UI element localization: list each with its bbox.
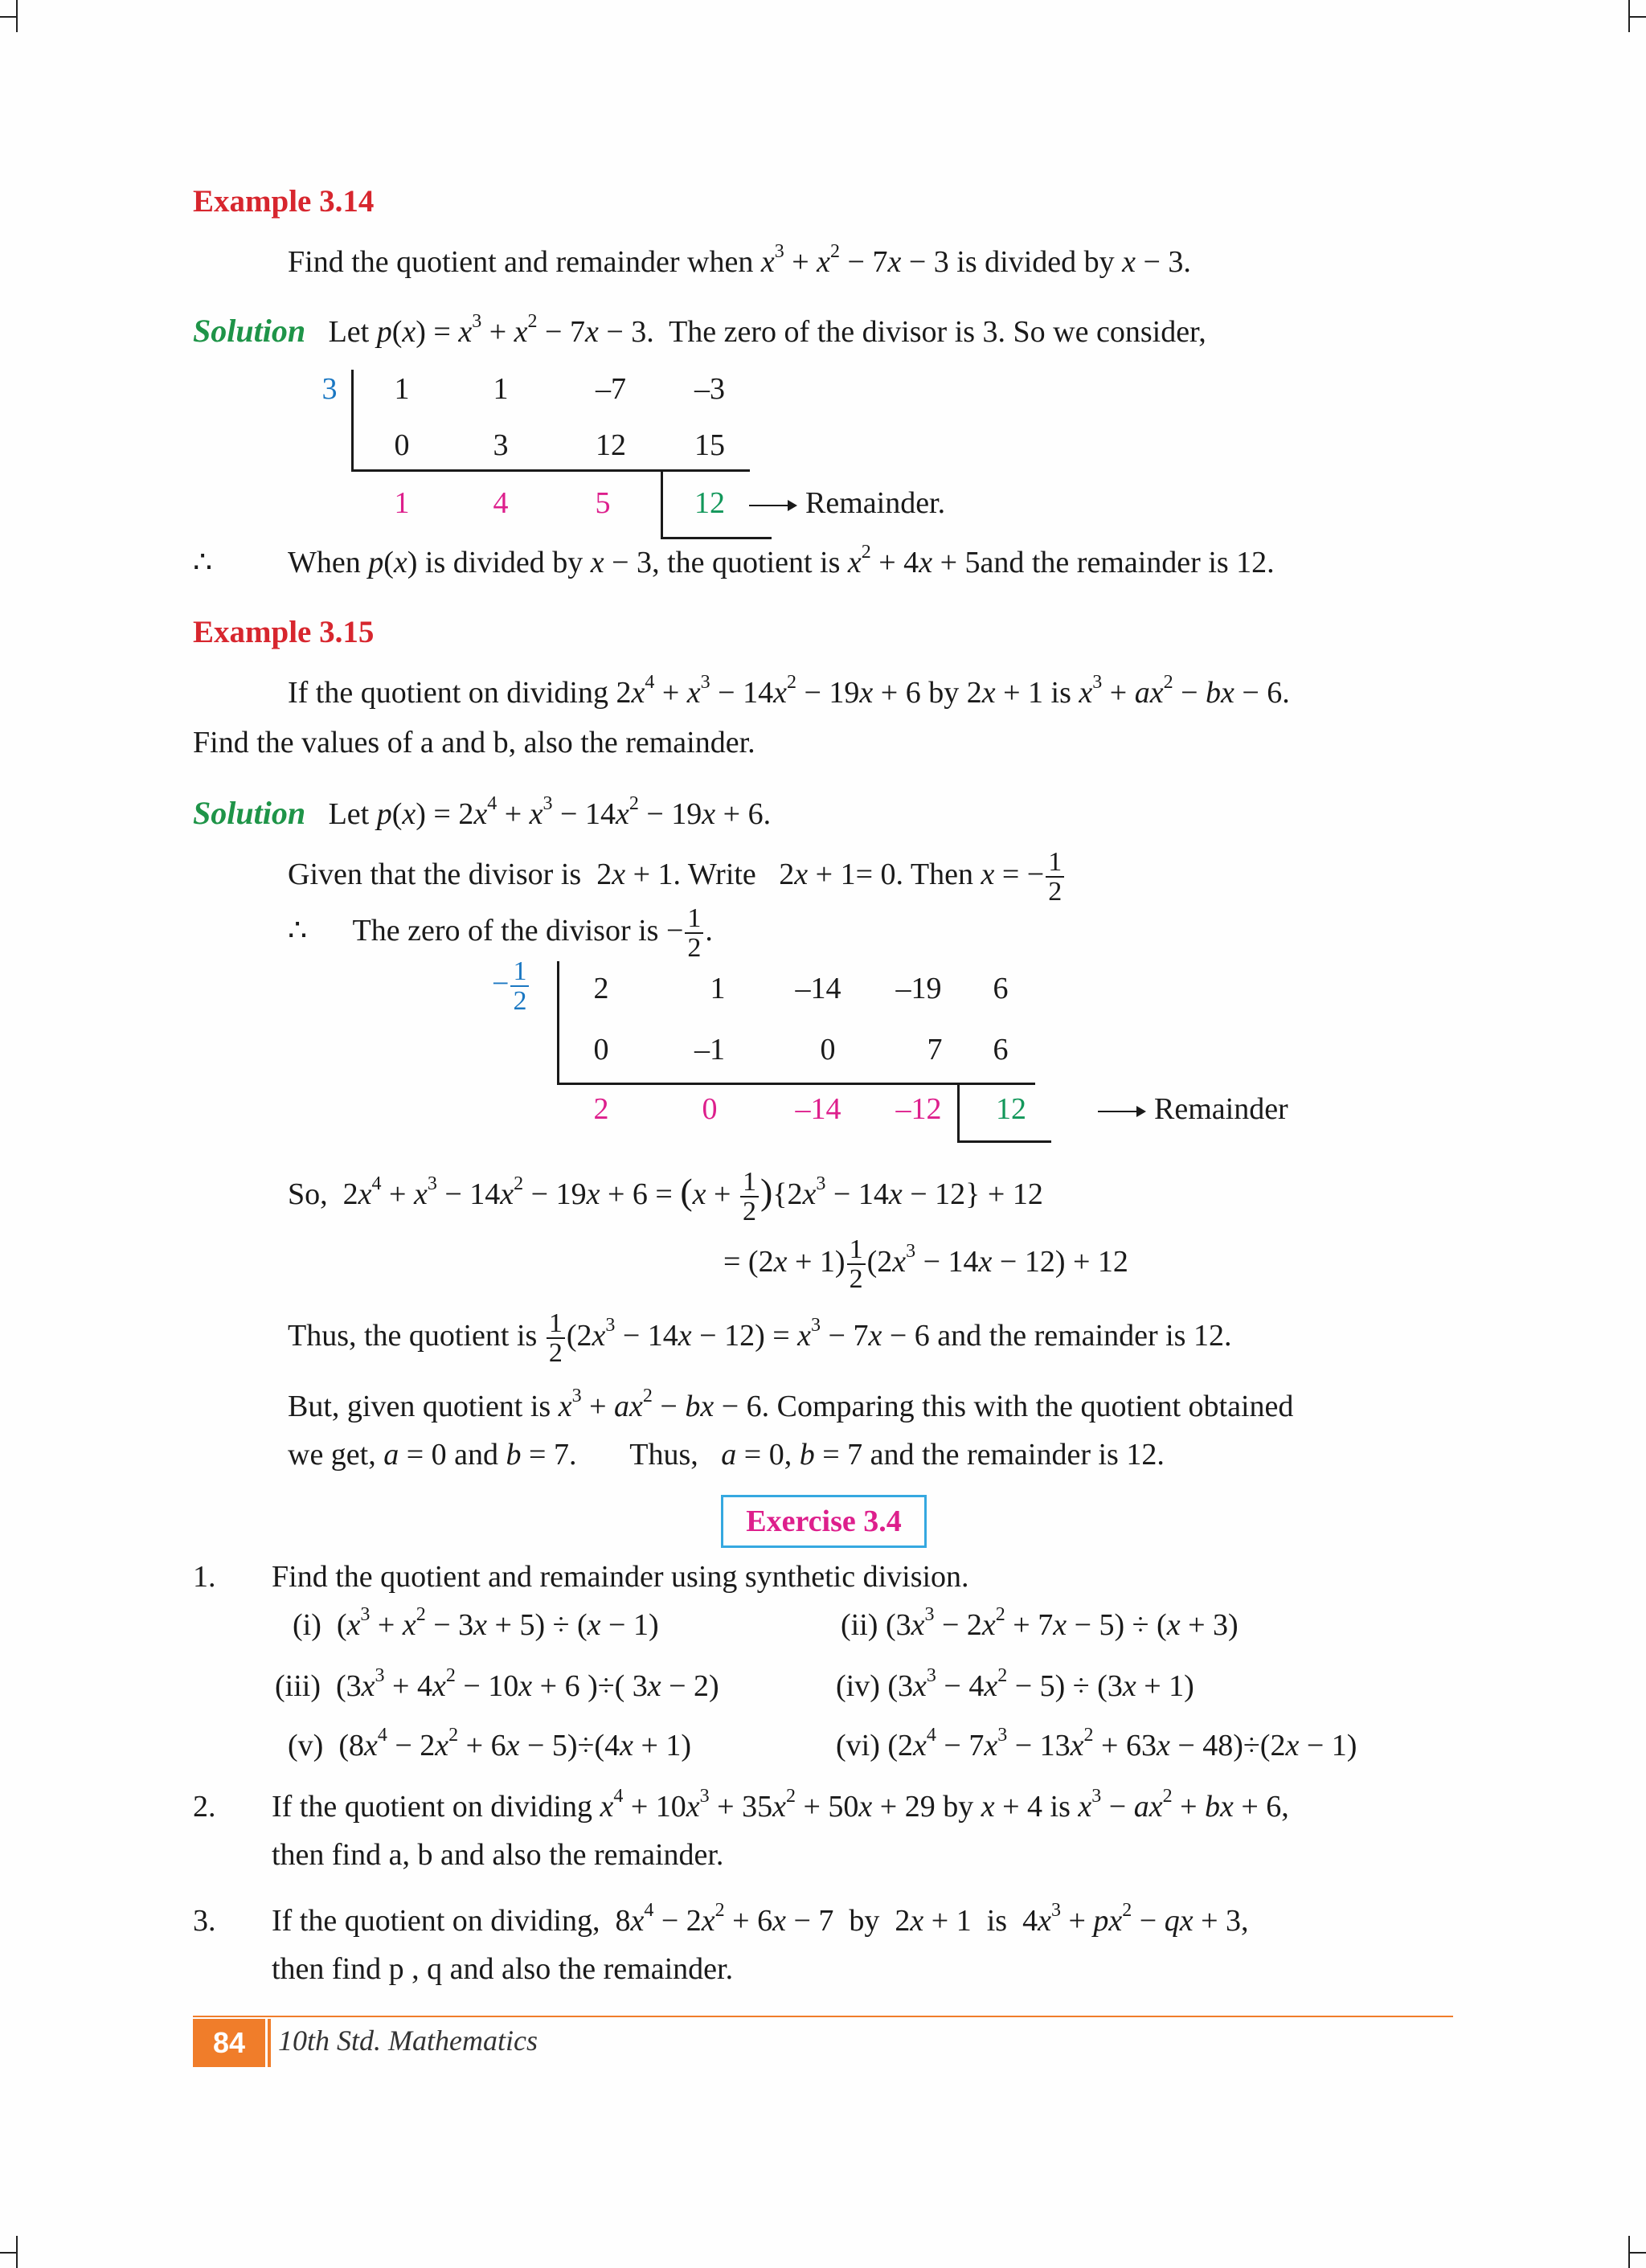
text: Thus, the quotient is (288, 1319, 538, 1353)
text: Remainder. (805, 486, 946, 520)
row1-cell: 1 (394, 372, 410, 406)
text: is (1050, 1790, 1071, 1824)
text: Exercise 3.4 (746, 1504, 902, 1538)
quotient-cell: 5 (595, 486, 611, 520)
q3-line1: If the quotient on dividing, $8x^4 - 2x^2 + 6x - 7$ by 2x + 1 is $4x^3 + px^2$ − qx + 3, (272, 1900, 1249, 1938)
q1-part-iii: (iii) ($3x^3 + 4x^2 - 10x + 6$ )÷( 3x − 2) (275, 1665, 719, 1703)
example-3-14-solution-line: Solution Let $p(x) = x^3 + x^2 - 7x - 3$. The zero of the divisor is 3. So we consider, (193, 311, 1206, 349)
example-3-15-heading: Example 3.15 (193, 615, 375, 649)
quotient-cell: –14 (795, 1092, 841, 1126)
text: and the remainder is 12. (870, 1438, 1165, 1472)
row1-cell: –14 (795, 972, 841, 1005)
remainder-cell: 12 (996, 1092, 1026, 1126)
row2-cell: –1 (694, 1033, 725, 1066)
text: . Then (895, 858, 973, 892)
text: But, given quotient is (288, 1390, 551, 1423)
text: If the quotient on dividing (272, 1790, 592, 1824)
quotient-cell: 2 (593, 1092, 609, 1126)
q3-line2: then find p , q and also the remainder. (272, 1952, 734, 1986)
crop-mark-top-left (0, 0, 18, 32)
text: by (928, 676, 960, 710)
example-3-14-problem: Find the quotient and remainder when $x^3 + x^2 - 7x - 3$ is divided by x − 3. (288, 241, 1191, 279)
remainder-box-bottom (661, 537, 772, 539)
remainder-box-left (661, 469, 663, 538)
quotient-cell: 4 (493, 486, 509, 520)
q1-text: Find the quotient and remainder using synthetic division. (272, 1560, 969, 1594)
remainder-cell: 12 (694, 486, 725, 520)
text: and (454, 1438, 499, 1472)
row2-cell: 12 (596, 428, 626, 462)
but-given-line2: we get, a = 0 and b = 7. Thus, a = 0, b = 7 and the remainder is 12. (288, 1438, 1165, 1472)
text: Thus, (629, 1438, 698, 1472)
row2-cell: 7 (927, 1033, 943, 1066)
so-equation-line2: = (2x + 1) $\frac{1}{2}$ $(2x^3 - 14x - 12) + 12$ (723, 1234, 1128, 1294)
row2-cell: 0 (820, 1033, 836, 1066)
example-3-15-solution-line: Solution Let $p(x) = 2x^4 + x^3 - 14x^2 - 19x + 6$. (193, 793, 772, 831)
division-bar (557, 961, 559, 1085)
row1-cell: 6 (993, 972, 1009, 1005)
text: we get, (288, 1438, 376, 1472)
row2-cell: 0 (394, 428, 410, 462)
part-label: (vi) (836, 1729, 880, 1762)
so-equation-line1: So, $2x^4 + x^3 - 14x^2 - 19x + 6 = (x$ + $\frac{1}{2}$ )$\{2x^3 - 14x - 12\} + 12$ (288, 1167, 1043, 1226)
page-number-divider (268, 2019, 271, 2067)
text: and the remainder is 12. (980, 546, 1275, 579)
row1-cell: 2 (593, 972, 609, 1005)
text: The zero of the divisor is (352, 914, 659, 948)
footer-rule (193, 2016, 1453, 2017)
text: If the quotient on dividing, (272, 1904, 600, 1938)
arrow-icon (749, 505, 796, 506)
therefore-symbol: ∴ (193, 546, 213, 579)
text: If the quotient on dividing (288, 676, 608, 710)
text: by (943, 1790, 974, 1824)
example-3-15-problem-line2: Find the values of a and b, also the remainder. (193, 726, 755, 759)
text: . Comparing this with the quotient obtained (761, 1390, 1294, 1423)
q1-part-iv: (iv) $(3x^3 - 4x^2 - 5) \div (3x + 1)$ (836, 1665, 1194, 1703)
text: Let (328, 797, 370, 831)
text: , the quotient is (652, 546, 841, 579)
text: . Write (673, 858, 756, 892)
text: is (1050, 676, 1071, 710)
text: Remainder (1154, 1092, 1288, 1126)
text: When (288, 546, 361, 579)
part-label: (i) (293, 1608, 321, 1642)
therefore-symbol: ∴ (288, 914, 308, 948)
example-3-15-problem-line1: If the quotient on dividing $2x^4 + x^3 - 14x^2 - 19x + 6$ by 2x + 1 is $x^3 + ax^2$ − bx − 6. (288, 672, 1290, 710)
part-label: (iv) (836, 1669, 880, 1703)
division-bar (351, 370, 354, 471)
division-sum-line (351, 469, 750, 472)
row1-cell: –19 (895, 972, 942, 1005)
zero-of-divisor-line: ∴ The zero of the divisor is − $\frac{1}{2}$ . (288, 903, 713, 963)
q2-line1: If the quotient on dividing $x^4 + 10x^3 + 35x^2 + 50x + 29$ by x + 4 is $x^3 - ax^2$ + bx + 6, (272, 1786, 1289, 1824)
text: is (986, 1904, 1008, 1938)
text: Let (328, 315, 370, 349)
quotient-cell: 1 (394, 486, 410, 520)
remainder-box-bottom (957, 1140, 1051, 1143)
q2-line2: then find a, b and also the remainder. (272, 1838, 724, 1872)
given-divisor-line: Given that the divisor is 2x + 1. Write 2x + 1= 0. Then x = − $\frac{1}{2}$ (288, 849, 1066, 906)
text: Given that the divisor is (288, 858, 582, 892)
text: Find the quotient and remainder when (288, 245, 754, 279)
remainder-annotation (1098, 1091, 1288, 1128)
q1-number: 1. (193, 1560, 216, 1594)
divisor-value: 3 (321, 372, 338, 406)
example-3-14-conclusion-text: When p(x) is divided by x − 3, the quotient is $x^2 + 4x + 5and$ the remainder is 12. (288, 542, 1275, 579)
remainder-box-left (957, 1083, 960, 1142)
text: So, (288, 1177, 328, 1212)
solution-label: Solution (193, 795, 306, 831)
row1-cell: –3 (694, 372, 725, 406)
division-sum-line (557, 1083, 1035, 1085)
q2-number: 2. (193, 1790, 216, 1824)
quotient-cell: –12 (895, 1092, 942, 1126)
q1-part-ii: (ii) $(3x^3 - 2x^2 + 7x - 5) \div (x + 3)$ (841, 1604, 1239, 1642)
solution-label: Solution (193, 313, 306, 349)
text: is divided by (956, 245, 1115, 279)
part-label: (ii) (841, 1608, 878, 1642)
text: by (849, 1904, 880, 1938)
exercise-heading (721, 1495, 927, 1548)
row2-cell: 3 (493, 428, 509, 462)
example-3-14-conclusion (193, 545, 212, 582)
text: The zero of the divisor is 3. So we consider, (669, 315, 1206, 349)
example-3-14-heading: Example 3.14 (193, 184, 375, 219)
row1-cell: 1 (710, 972, 726, 1005)
thus-quotient-line: Thus, the quotient is $\frac{1}{2}$ $(2x^3 - 14x - 12) = x^3 - 7x - 6$ and the remainder is 12. (288, 1308, 1232, 1368)
q1-part-i: (i) $(x^3 + x^2 - 3x + 5) \div (x - 1)$ (293, 1604, 659, 1642)
text: is divided by (424, 546, 583, 579)
divisor-value: − $\frac{1}{2}$ (492, 958, 530, 1015)
row1-cell: –7 (596, 372, 626, 406)
row2-cell: 0 (593, 1033, 609, 1066)
text: and the remainder is 12. (937, 1319, 1232, 1353)
arrow-icon (1098, 1111, 1144, 1112)
part-label: (iii) (275, 1669, 321, 1703)
quotient-cell: 0 (702, 1092, 718, 1126)
text: 84 (212, 2026, 246, 2059)
row2-cell: 6 (993, 1033, 1009, 1066)
row2-cell: 15 (694, 428, 725, 462)
crop-mark-bottom-left (0, 2236, 18, 2268)
row1-cell: 1 (493, 372, 509, 406)
q3-number: 3. (193, 1904, 216, 1938)
but-given-line1: But, given quotient is $x^3 + ax^2$ − bx − 6. Comparing this with the quotient obtained (288, 1386, 1294, 1423)
page-number (193, 2019, 265, 2067)
crop-mark-top-right (1628, 0, 1646, 32)
crop-mark-bottom-right (1628, 2236, 1646, 2268)
remainder-annotation (749, 485, 945, 522)
q1-part-v: (v) $(8x^4 - 2x^2 + 6x - 5)\div(4x + 1)$ (288, 1725, 692, 1762)
q1-part-vi: (vi) $(2x^4 - 7x^3 - 13x^2 + 63x - 48)\div(2x - 1)$ (836, 1725, 1357, 1762)
book-title: 10th Std. Mathematics (278, 2024, 538, 2057)
part-label: (v) (288, 1729, 324, 1762)
